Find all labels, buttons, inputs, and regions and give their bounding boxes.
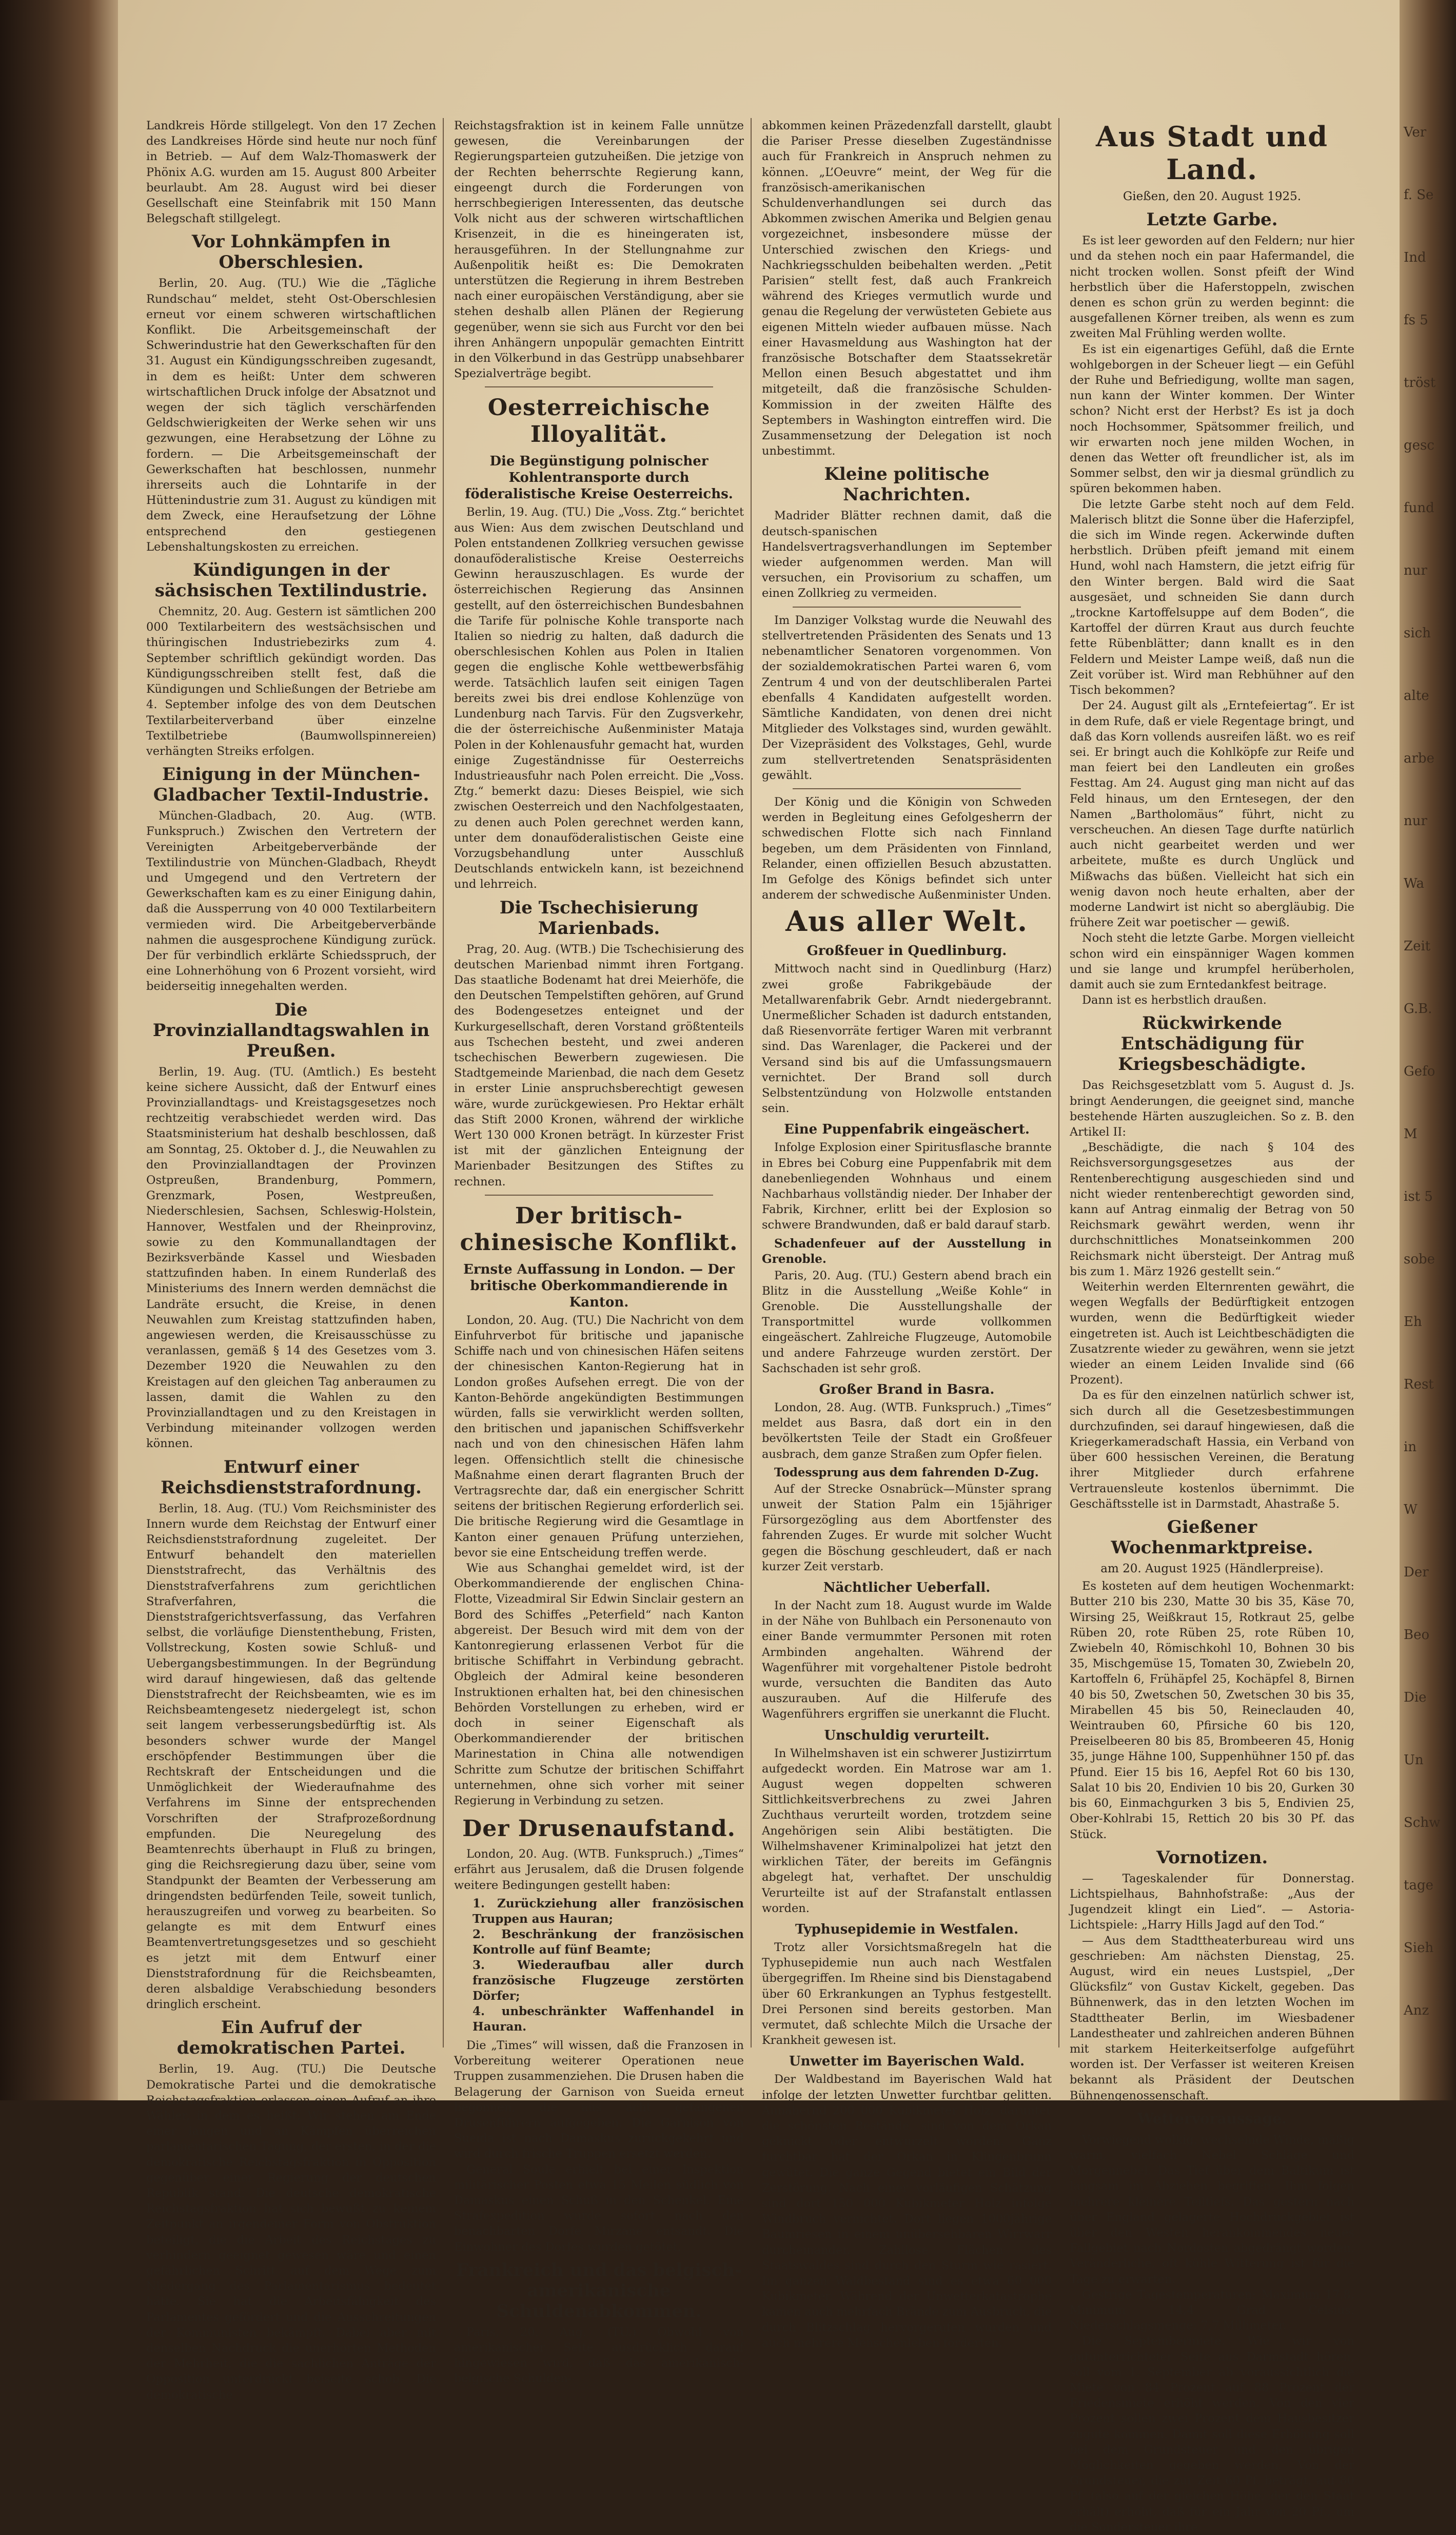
column-4 <box>1070 118 1354 2534</box>
headline-drusenaufstand: Der Drusenaufstand. <box>462 1816 736 1842</box>
subheadline-ueberfall: Nächtlicher Ueberfall. <box>823 1580 991 1596</box>
article-text: Berlin, 19. Aug. (TU.) Die „Voss. Ztg.“ berichtet aus Wien: Aus dem zwischen Deutschland und Polen entstandenen Zollkrieg versuchen gewisse donauföderalistische Kreise Oesterreichs Gewinn herauszuschlagen. Es wurde der österreichischen Regierung das Ansinnen gestellt, auf den österreichischen Bundesbahnen die Tarife für polnische Kohle transporte nach Italien so niedrig zu halten, daß dadurch die oberschlesischen Kohlen aus Polen in Italien gegen die englische Kohle wettbewerbsfähig werde. Tatsächlich laufen seit einigen Tagen bereits zwei bis drei endlose Kohlenzüge von Lundenburg nach Tarvis. Für den Zugsverkehr, die der österreichische Außenminister Mataja Polen in der Kohlenausfuhr gemacht hat, wurden einige Zugeständnisse für Oesterreichs Industrieausfuhr nach Polen erreicht. Die „Voss. Ztg.“ bemerkt dazu: Dieses Beispiel, wie sich zwischen Oesterreich und den Nachfolgestaaten, zu denen auch Polen gerechnet werden kann, unter dem donauföderalistischen Geiste eine Vorzugsbehandlung unter Ausschluß Deutschlands entwickeln kann, ist bezeichnend und lehrreich. <box>454 505 744 891</box>
headline-entschaedigung: Rückwirkende Entschädigung für Kriegsbeschädigte. <box>1118 1013 1306 1075</box>
list-item: 4. unbeschränkter Waffenhandel in Hauran. <box>473 2004 744 2034</box>
subheadline-typhus: Typhusepidemie in Westfalen. <box>795 1921 1019 1937</box>
headline-provinziallandtagswahlen: Die Provinziallandtagswahlen in Preußen. <box>152 999 430 1061</box>
article-text: Noch steht die letzte Garbe. Morgen vielleicht schon wird ein einspänniger Wagen kommen und sie lange und krumpfel herüberholen, damit auch sie zum Erntedankfest beitrage. <box>1070 931 1354 991</box>
headline-oesterreich: Oesterreichische Illoyalität. <box>487 395 711 448</box>
edge-fragment: Wa <box>1404 876 1424 891</box>
edge-fragment: nur <box>1404 813 1427 829</box>
headline-kleine-nachrichten: Kleine politische Nachrichten. <box>824 464 990 505</box>
edge-fragment: tröst <box>1404 375 1436 391</box>
edge-fragment: in <box>1404 1439 1417 1455</box>
edge-fragment: Gefo <box>1404 1064 1435 1079</box>
edge-fragment: G.B. <box>1404 1001 1432 1017</box>
subheadline-todessprung: Todessprung aus dem fahrenden D-Zug. <box>774 1465 1039 1479</box>
article-text: München-Gladbach, 20. Aug. (WTB. Funkspruch.) Zwischen den Vertretern der Vereinigten Arbeitgeberverbände der Textilindustrie von München-Gladbach, Rheydt und Umgegend und den Vertretern der Gewerkschaften kam es zu einer Einigung dahin, daß die Aussperrung von 40 000 Textilarbeitern vermieden wird. Die Arbeitgeberverbände nahmen die ausgesprochene Kündigung zurück. Der für verbindlich erklärte Schiedsspruch, der eine Lohnerhöhung von 6 Prozent vorsieht, wird beiderseitig innegehalten werden. <box>146 809 436 993</box>
edge-fragment: f. Se <box>1404 187 1434 203</box>
separator <box>793 788 1021 789</box>
subheadline-unwetter: Unwetter im Bayerischen Wald. <box>789 2054 1025 2070</box>
headline-wochenmarktpreise: Gießener Wochenmarktpreise. <box>1111 1517 1313 1558</box>
article-text: Berlin, 19. Aug. (TU. (Amtlich.) Es besteht keine sichere Aussicht, daß der Entwurf eines Provinziallandtags- und Kreistagsgesetzes noch rechtzeitig verabschiedet werden wird. Das Staatsministerium hat deshalb beschlossen, daß am Sonntag, 25. Oktober d. J., die Neuwahlen zu den Provinziallandtagen der Provinzen Ostpreußen, Brandenburg, Pommern, Grenzmark, Posen, Westpreußen, Niederschlesien, Sachsen, Schleswig-Holstein, Hannover, Westfalen und der Rheinprovinz, sowie zu den Kommunallandtagen der Bezirksverbände Kassel und Wiesbaden stattzufinden haben. In einem Runderlaß des Ministeriums des Innern werden demnächst die Landräte ersucht, die Kreise, in denen Neuwahlen zum Kreistag stattzufinden haben, angewiesen werden, die Kreisausschüsse zu veranlassen, gemäß § 14 des Gesetzes vom 3. Dezember 1920 die Neuwahlen zu den Kreistagen auf den gleichen Tag anberaumen zu lassen, damit die Wahlen zu den Provinziallandtagen und zu den Kreistagen in Verbindung miteinander vollzogen werden können. <box>146 1065 436 1451</box>
article-text: Weiterhin werden Elternrenten gewährt, die wegen Wegfalls der Bedürftigkeit entzogen wurden, wenn die Bedürftigkeit wieder eingetreten ist. Auch ist Leichtbeschädigten die Zusatzrente wieder zu gewähren, wenn sie jetzt wieder an einem Leiden Invalide sind (66 Prozent). <box>1070 1280 1354 1387</box>
edge-fragment: Un <box>1404 1752 1424 1768</box>
article-text: Es ist ein eigenartiges Gefühl, daß die Ernte wohlgeborgen in der Scheuer liegt — ein Gefühl der Ruhe und Befriedigung, wollte man sagen, nun kann der Winter kommen. Der Winter schon? Nicht erst der Herbst? Es ist ja doch noch Hochsommer, Spätsommer freilich, und wir erwarten noch jene milden Wochen, in denen das Wetter oft freundlicher ist, als im Sommer selbst, den wir ja diesmal gründlich zu spüren bekommen haben. <box>1070 342 1354 496</box>
article-text: Reichstagsfraktion ist in keinem Falle unnütze gewesen, die Vereinbarungen der Regierungsparteien gutzuheißen. Die jetzige von der Rechten beherrschte Regierung kann, eingeengt durch die Forderungen von herrschbegierigen Interessenten, das deutsche Volk nicht aus der schweren wirtschaftlichen Krisenzeit, in die es hineingeraten ist, herausgeführen. In der Stellungnahme zur Außenpolitik heißt es: Die Demokraten unterstützen die Regierung in ihrem Bestreben nach einer europäischen Verständigung, aber sie stehen deshalb allen Plänen der Regierung gegenüber, wenn sie sich aus Furcht vor den bei ihren Anhängern unpopulär gemachten Eintritt in den Völkerbund in das Gestrüpp unabsehbarer Spezialverträge begibt. <box>454 119 744 381</box>
column-2 <box>454 118 744 2386</box>
column-rule <box>751 118 752 2048</box>
separator <box>793 607 1021 608</box>
dateline: Gießen, den 20. August 1925. <box>1123 190 1302 203</box>
article-text: „Beschädigte, die nach § 104 des Reichsversorgungsgesetzes aus der Rentenberechtigung ausgeschieden sind und nicht wieder rentenberechtigt geworden sind, kann auf Antrag einmalig der Betrag von 50 Reichsmark gewährt werden, wenn ihr durchschnittliches Monatseinkommen 200 Reichsmark nicht übersteigt. Der Antrag muß bis zum 1. März 1926 gestellt sein.“ <box>1070 1141 1354 1278</box>
edge-fragment: M <box>1404 1126 1418 1142</box>
column-3 <box>762 118 1052 2350</box>
conditions-list <box>473 1896 744 2035</box>
article-text: Madrider Blätter rechnen damit, daß die deutsch-spanischen Handelsvertragsverhandlungen im September wieder aufgenommen werden. Man will versuchen, ein Provisorium zu schaffen, um einen Zollkrieg zu vermeiden. <box>762 509 1052 600</box>
list-item: 3. Wiederaufbau aller durch französische Flugzeuge zerstörten Dörfer; <box>473 1958 744 2003</box>
article-text: Da es für den einzelnen natürlich schwer ist, sich durch all die Gesetzesbestimmungen durchzufinden, sei darauf hingewiesen, daß die Kriegerkameradschaft Hassia, ein Verband von über 600 hessischen Vereinen, die Beratung ihrer Mitglieder durch erfahrene Vertrauensleute kostenlos übernimmt. Die Geschäftsstelle ist in Darmstadt, Ahastraße 5. <box>1070 1389 1354 1511</box>
article-text: Mittwoch nacht sind in Quedlinburg (Harz) zwei große Fabrikgebäude der Metallwarenfabrik Gebr. Arndt niedergebrannt. Unermeßlicher Schaden ist dadurch entstanden, daß Riesenvorräte fertiger Waren mit verbrannt sind. Das Warenlager, die Packerei und der Versand sind bis auf die Umfassungsmauern vernichtet. Der Brand soll durch Selbstentzündung von Holzwolle entstanden sein. <box>762 962 1052 1116</box>
edge-fragment: ist 5 <box>1404 1189 1433 1204</box>
article-text: Der 24. August gilt als „Erntefeiertag“. Er ist in dem Rufe, daß er viele Regentage bringt, und daß das Korn vollends ausreifen läßt. wo es reif sei. Er bringt auch die Kohlköpfe zur Reife und man feiert bei den Landleuten ein großes Festtag. Am 24. August ging man nicht auf das Feld hinaus, um den Erntesegen, der den Namen „Bartholomäus“ führt, nicht zu verscheuchen. An diesen Tage durfte natürlich auch nicht gearbeitet werden und wer arbeitete, mußte es durch Unglück und Mißwachs das büßen. Vielleicht hat sich ein wenig davon noch heute erhalten, aber der moderne Landwirt ist nicht so abergläubig. Die frühere Zeit war poetischer — gewiß. <box>1070 699 1354 930</box>
headline-kuendigungen: Kündigungen in der sächsischen Textilindustrie. <box>154 560 428 601</box>
list-item: 2. Beschränkung der französischen Kontrolle auf fünf Beamte; <box>473 1927 744 1957</box>
edge-fragment: Der <box>1404 1565 1429 1580</box>
dateline: am 20. August 1925 (Händlerpreise). <box>1100 1562 1324 1576</box>
article-text: Dann ist es herbstlich draußen. <box>1082 993 1267 1007</box>
headline-vornotizen: Vornotizen. <box>1156 1847 1268 1868</box>
edge-fragment: alte <box>1404 688 1429 704</box>
article-text: Prag, 20. Aug. (WTB.) Die Tschechisierung des deutschen Marienbad nimmt ihren Fortgang. Das staatliche Bodenamt hat drei Meierhöfe, die den Deutschen Tempelstiften gehören, auf Grund des Bodengesetzes enteignet und der Kurkurgesellschaft, deren Vorstand größtenteils aus Tschechen besteht, und zwei anderen tschechischen Bewerbern zugewiesen. Die Stadtgemeinde Marienbad, die nach dem Gesetz in erster Linie anspruchsberechtigt gewesen wäre, wurde zurückgewiesen. Pro Hektar erhält das Stift 2000 Kronen, während der wirkliche Wert 130 000 Kronen beträgt. In kürzester Frist ist mit der gänzlichen Enteignung der Marienbader Besitzungen des Stiftes zu rechnen. <box>454 942 744 1188</box>
article-text: Es kosteten auf dem heutigen Wochenmarkt: Butter 210 bis 230, Matte 30 bis 35, Käse 70, Wirsing 25, Weißkraut 15, Rotkraut 25, gelbe Rüben 20, rote Rüben 25, rote Rüben 10, Zwiebeln 40, Römischkohl 10, Bohnen 30 bis 35, Mischgemüse 15, Tomaten 30, Zwiebeln 20, Kartoffeln 6, Frühäpfel 25, Kochäpfel 8, Birnen 40 bis 50, Zwetschen 50, Zwetschen 30 bis 35, Mirabellen 45 bis 50, Reineclauden 40, Weintrauben 60, Pfirsiche 60 bis 120, Preiselbeeren 80 bis 85, Brombeeren 45, Honig 35, junge Hähne 100, Suppenhühner 150 pf. das Pfund. Eier 15 bis 16, Aepfel Rot 60 bis 130, Salat 10 bis 20, Endivien 10 bis 20, Gurken 30 bis 60, Einmachgurken 3 bis 5, Endivien 25, Ober-Kohlrabi 15, Rettich 20 bis 30 Pf. das Stück. <box>1070 1580 1354 1841</box>
column-rule <box>443 118 444 2048</box>
edge-fragment: W <box>1404 1502 1418 1517</box>
edge-fragment: Die <box>1404 1690 1427 1705</box>
subheadline-grenoble: Schadenfeuer auf der Ausstellung in Grenoble. <box>762 1236 1052 1266</box>
edge-fragment: Zeit <box>1404 939 1431 954</box>
headline-letzte-garbe: Letzte Garbe. <box>1146 209 1278 230</box>
column-rule <box>1058 118 1059 2048</box>
article-text: Wie aus Schanghai gemeldet wird, ist der Oberkommandierende der englischen China-Flotte, Vizeadmiral Sir Edwin Sinclair gestern an Bord des Schiffes „Peterfield“ nach Kanton abgereist. Der Besuch wird mit dem von der Kantonregierung erlassenen Verbot für die britische Schiffahrt in Verbindung gebracht. Obgleich der Admiral keine besonderen Instruktionen erhalten hat, bei den chinesischen Behörden Vorstellungen zu erheben, wird er doch in seiner Eigenschaft als Oberkommandierender der britischen Marinestation in China alle notwendigen Schritte zum Schutze der britischen Schiffahrt unternehmen, ohne sich vorher mit seiner Regierung in Verbindung zu setzen. <box>454 1562 744 1808</box>
edge-fragment: tage <box>1404 1878 1433 1893</box>
article-text: — Aus dem Stadttheaterbureau wird uns geschrieben: Am nächsten Dienstag, 25. August, wird ein neues Lustspiel, „Der Glücksfilz“ von Gustav Kickelt, gegeben. Das Bühnenwerk, das in den letzten Wochen im Stadttheater Berlin, im Wiesbadener Landestheater und zahlreichen anderen Bühnen mit starkem Heiterkeitserfolge aufgeführt worden ist. Der Verfasser ist weiteren Kreisen bekannt als Präsident der Deutschen Bühnengenossenschaft. <box>1070 1934 1354 2102</box>
newspaper-page <box>118 0 1401 2534</box>
headline-reichsdienststrafordnung: Entwurf einer Reichsdienststrafordnung. <box>161 1456 422 1498</box>
article-text: Vorwiegend wolkig, wechselnde Winde, mäßig warm, vielfach Nebel Schläge und Morgennebel. Das Tief über dem Baltikum ist langsam im Abziehen begriffen. Ihm folgen mehrere kleinere Teiltiefs. Das gestern nach über England gelagerte Hochdruckgebiet ist über den Westen herankommendes neues Fallgebiet nach Nordosten abgedrängt worden. Veränderliche, oft kühle Witterung ist für die Tage zu erwarten. <box>1070 2133 1354 2286</box>
edge-fragment: sobe <box>1404 1252 1435 1267</box>
edge-fragment: arbe <box>1404 751 1434 766</box>
edge-fragment: Ind <box>1404 250 1426 265</box>
separator <box>485 1195 713 1196</box>
article-text: Berlin, 20. Aug. (TU.) Wie die „Tägliche Rundschau“ meldet, steht Ost-Oberschlesien erneut vor einem schweren wirtschaftlichen Konflikt. Die Arbeitsgemeinschaft der Schwerindustrie hat den Gewerkschaften für den 31. August ein Kündigungsschreiben zugesandt, in dem es heißt: Unter dem schweren wirtschaftlichen Druck infolge der Absatznot und wegen der sich täglich verschärfenden Geldschwierigkeiten der Werke sehen wir uns gezwungen, eine Herabsetzung der Löhne zu fordern. — Die Arbeitsgemeinschaft der Gewerkschaften hat beschlossen, nunmehr ihrerseits auch die Lohntarife in der Hüttenindustrie zum 31. August zu kündigen mit dem Zweck, eine Heraufsetzung der Löhne entsprechend den gestiegenen Lebenshaltungskosten zu erreichen. <box>146 277 436 554</box>
article-text: Gestrige Tagestemperaturen: Maximum 17,8, Minimum 14,4 Grad Celsius. Niederschlagsmenge: 7,7 Millimeter. <box>1070 2288 1354 2333</box>
book-spine <box>0 0 118 2100</box>
edge-fragment: sich <box>1404 626 1431 641</box>
column-1 <box>146 118 436 2402</box>
article-text: Die letzte Garbe steht noch auf dem Feld. Malerisch blitzt die Sonne über die Haferzipfel, die sich im Winde regen. Ackerwinde duften herbstlich. Drüben pfeift jemand mit einem Hund, wohl nach Hamstern, die jetzt eifrig für den Winter bergen. Bald wird die Saat ausgesäet, und schneiden Sie dann durch „trockne Kartoffelsuppe auf dem Boden“, die Kartoffel der dürren Kraut aus durch feuchte fette Rübenblätter; dann knallt es in den Feldern und Meister Lampe weiß, daß nun die Zeit vorüber ist. Wird man Rebhühner auf den Tisch bekommen? <box>1070 497 1354 697</box>
edge-fragment: gesc <box>1404 438 1434 453</box>
article-text: London, 28. Aug. (WTB. Funkspruch.) „Times“ meldet aus Basra, daß dort ein in den bevölkertsten Teile der Stadt ein Großfeuer ausbrach, dem ganze Straßen zum Opfer fielen. <box>762 1401 1052 1461</box>
headline-marienbad: Die Tschechisierung Marienbads. <box>499 897 699 939</box>
subheadline-unschuldig: Unschuldig verurteilt. <box>824 1727 990 1743</box>
article-text: Landkreis Hörde stillgelegt. Von den 17 Zechen des Landkreises Hörde sind heute nur noch fünf in Betrieb. — Auf dem Walz-Thomaswerk der Phönix A.G. wurden am 15. August 800 Arbeiter beurlaubt. Am 28. August wird bei dieser Gesellschaft eine Steinfabrik mit 150 Mann Belegschaft stillgelegt. <box>146 119 436 226</box>
separator <box>485 386 713 387</box>
adjacent-page-edge <box>1400 0 1456 2100</box>
article-text: — Tageskalender für Donnerstag. Lichtspielhaus, Bahnhofstraße: „Aus der Jugendzeit klingt ein Lied“. — Astoria-Lichtspiele: „Harry Hills Jagd auf den Tod.“ <box>1070 1871 1354 1932</box>
headline-aus-aller-welt: Aus aller Welt. <box>785 905 1028 938</box>
headline-wettervoraussage: Wettervoraussage. <box>1137 2110 1287 2127</box>
subheadline-london: Ernste Auffassung in London. — Der britische Oberkommandierende in Kanton. <box>463 1261 735 1310</box>
edge-fragment: nur <box>1404 563 1427 578</box>
article-text: Berlin, 18. Aug. (TU.) Vom Reichsminister des Innern wurde dem Reichstag der Entwurf einer Reichsdienststrafordnung zugeleitet. Der Entwurf behandelt den materiellen Dienststrafrecht, das Verhältnis des Dienststrafverfahrens zum gerichtlichen Strafverfahren, die Dienststrafgerichtsverfassung, das Verfahren selbst, die vorläufige Dienstenthebung, Fristen, Vollstreckung, Kosten sowie Schluß- und Uebergangsbestimmungen. In der Begründung wird darauf hingewiesen, daß das geltende Dienststrafrecht der Reichsbeamten, wie es im Reichsbeamtengesetz niedergelegt ist, schon seit langem verbesserungsbedürftig ist. Als besonders schwer wurde der Mangel erschöpfender Bestimmungen über die Rechtskraft der Entscheidungen und die Unmöglichkeit der Wiederaufnahme des Verfahrens im Sinne der entsprechenden Vorschriften der Strafprozeßordnung empfunden. Die Neuregelung des Beamtenrechts überhaupt in Fluß zu bringen, ging die Reichsregierung dazu über, seine vom Standpunkt der Beamten der Verbesserung am dringendsten bedürfenden Teile, soweit tunlich, herauszugreifen und vorweg zu bearbeiten. So gelangte es mit dem Entwurf eines Beamtenvertretungsgesetzes und so geschieht es jetzt mit dem Entwurf einer Dienststrafordnung für die Reichsbeamten, deren alsbaldige Verabschiedung besonders dringlich erscheint. <box>146 1502 436 2012</box>
edge-fragment: fund <box>1404 500 1434 516</box>
edge-fragment: Ver <box>1404 125 1427 140</box>
edge-fragment: Anz <box>1404 2003 1429 2018</box>
subheadline-puppenfabrik: Eine Puppenfabrik eingeäschert. <box>784 1122 1030 1138</box>
edge-fragment: Eh <box>1404 1314 1422 1330</box>
subheadline-quedlinburg: Großfeuer in Quedlinburg. <box>806 943 1007 959</box>
edge-fragment: Rest <box>1404 1377 1434 1392</box>
article-text: Berlin, 19. Aug. (TU.) Die Deutsche Demokratische Partei und die demokratische Reichstagsfraktion erlassen einen Aufruf an ihre Wähler, in dem es heißt: Wir stehen am Ende einer langen und an Kämpfen überreichen parlamentarischen Tagung, der ersten, in der die demokratische Reichstagsfraktion in Opposition gegenüber einer Regierung der deutschen Republik stand. Die deutsche demokratische Reichstagsfraktion hat sich bewußt zu keinem Zeitpunkt an irgendeiner Form von Obstruktion beteiligt, die die Arbeit des Reichstages zu verhindern geeignet gewesen wäre und einen gefährlichen Schritt auf dem Wege zum Niedergang des Parlamentarismus bedeutet hätte. Sie hat die Arbeitsfähigkeit des Parlamentes gefördert und die Ausschreitungen der Kommunisten bekämpft. Dabei aber mit denselben Nachdruck die unerhörten Methoden der Mehrheit, die die sachlichen Anträge der Opposition unterdrückt beiseite schob. Die demokratische <box>146 2062 436 2402</box>
edge-fragment: Sieh <box>1404 1940 1434 1956</box>
article-text: London, 20. Aug. (TU.) Die Nachricht von dem Einfuhrverbot für britische und japanische Schiffe nach und von chinesischen Häfen seitens der chinesischen Kanton-Regierung hat in London großes Aufsehen erregt. Die von der Kanton-Behörde angekündigten Bestimmungen würden, falls sie verwirklicht werden sollten, den britischen und japanischen Schiffsverkehr nach und von den chinesischen Häfen lahm legen. Offensichtlich stellt die chinesische Maßnahme einen derart flagranten Bruch der Vertragsrechte dar, daß ein energischer Schritt seitens der britischen Regierung erforderlich sei. Die britische Regierung wird die Gesamtlage in Kanton einer genauen Prüfung unterziehen, bevor sie eine Entscheidung treffen werde. <box>454 1313 744 1559</box>
article-text: In Wilhelmshaven ist ein schwerer Justizirrtum aufgedeckt worden. Ein Matrose war am 1. August wegen doppelten schweren Sittlichkeitsverbrechens zu zwei Jahren Zuchthaus verurteilt worden, trotzdem seine Angehörigen sein Alibi bestätigten. Die Wilhelmshavener Kriminalpolizei hat jetzt den wirklichen Täter, der bereits im Gefängnis abgelegt hat, verhaftet. Der unschuldig Verurteilte ist auf der Strafanstalt entlassen worden. <box>762 1746 1052 1915</box>
headline-lohnkaempfe: Vor Lohnkämpfen in Oberschlesien. <box>191 231 391 273</box>
article-text: Im Danziger Volkstag wurde die Neuwahl des stellvertretenden Präsidenten des Senats und 13 nebenamtlicher Senatoren vorgenommen. Von der sozialdemokratischen Partei waren 6, vom Zentrum 4 und von der deutschliberalen Partei ebenfalls 4 Kandidaten aufgestellt worden. Sämtliche Kandidaten, von denen drei nicht Mitglieder des Volkstages sind, wurden gewählt. Der Vizepräsident des Volkstages, Gehl, wurde zum stellvertretenden Senatspräsidenten gewählt. <box>762 613 1052 782</box>
headline-britisch-chinesisch: Der britisch-chinesische Konflikt. <box>460 1202 738 1256</box>
edge-fragment: Beo <box>1404 1627 1430 1643</box>
article-text: Die Septembermiete. Wie wir von gutunterrichteter Seite aus Darmstadt hören, soll vom 1. September ab voraussichtlich die Miete von 84 Prozent auf 88 Prozent der Friedensmiete erhöht werden. Von den vier Prozent sollen zwei Prozent dem Hausbesitzer zugute kommen. Damit soll diese Erhöhung soll bei dem Grundsteuer und den übrigen Möglichkeiten gegeben werden. Von der Grundsteuer, die zur Zeit 60 Pf. beträgt, auf 80 Pf. (also auf der gleichen Höhe, der den Staat erhält) erhöht, daß für ein Jahr von 20 Pf., um die Sondersteuer ihre <box>1070 2334 1354 2534</box>
article-text: abkommen keinen Präzedenzfall darstellt, glaubt die Pariser Presse dieselben Zugeständnisse auch für Frankreich in Anspruch nehmen zu können. „L’Oeuvre“ meint, der Weg für die französisch-amerikanischen Schuldenverhandlungen sei durch das Abkommen zwischen Amerika und Belgien genau vorgezeichnet, insbesondere müsse der Unterschied zwischen den Kriegs- und Nachkriegsschulden beibehalten werden. „Petit Parisien“ stellt fest, daß auch Frankreich während des Krieges vermutlich wurde und genau die Regelung der verwüsteten Gebiete aus eigenen Mitteln wieder aufbauen müsse. Nach einer Havasmeldung aus Washington hat der französische Botschafter dem Staatssekretär Mellon einen Besuch abgestattet und ihm mitgeteilt, daß die französische Schulden-Kommission in der zweiten Hälfte des Septembers in Washington eintreffen wird. Die Zusammensetzung der Delegation ist noch unbestimmt. <box>762 119 1052 458</box>
edge-fragment: Schw <box>1404 1815 1441 1830</box>
article-text: Die „Times“ will wissen, daß die Franzosen in Vorbereitung weiterer Operationen neue Truppen zusammenziehen. Die Drusen haben die Belagerung der Garnison von Sueida erneut begonnen, die aus acht gefangenen Drusenführern aufgegeben. Die Garnison von Sueida ist nach Damaskus zurückgekehrt und wird durch frische Truppen ersetzt werden. <box>454 2038 744 2161</box>
article-text: Trotz aller Vorsichtsmaßregeln hat die Typhusepidemie nun auch nach Westfalen übergegriffen. Im Rheine sind bis Dienstagabend über 60 Erkrankungen an Typhus festgestellt. Drei Personen sind bereits gestorben. Man vermutet, daß schlechte Milch die Ursache der Krankheit gewesen ist. <box>762 1940 1052 2048</box>
article-text: General Soule erhielt bei einer Inspektion militärischer Posten etwa 15 Meilen südlich von Damaskus einen Schuß in den Schenkel. Eine Strafexpedition wurde sofort nach den benachbarten Dorfe Mirzane entsandt. Die Einwohner des Dorfes wurden getötet. <box>454 2162 744 2254</box>
article-text: Der König und die Königin von Schweden werden in Begleitung eines Gefolgesherrn der schwedischen Flotte sich nach Finnland begeben, um dem Präsidenten von Finnland, Relander, einen offiziellen Besuch abzustatten. Im Gefolge des Königs befindet sich unter anderem der schwedische Außenminister Unden. <box>762 795 1052 902</box>
article-text: Infolge Explosion einer Spiritusflasche brannte in Ebres bei Coburg eine Puppenfabrik mit dem danebenliegenden Wohnhaus und einem Nachbarhaus vollständig nieder. Der Inhaber der Fabrik, Kirchner, erlitt bei der Explosion so schwere Brandwunden, daß er bald darauf starb. <box>762 1141 1052 1232</box>
headline-schuldenabkommen: Frankreich und das belgisch-amerikanische Schuldenabkommen. <box>456 2259 742 2322</box>
article-text: Das Reichsgesetzblatt vom 5. August d. Js. bringt Aenderungen, die geeignet sind, manche bestehende Härten auszugleichen. So z. B. den Artikel II: <box>1070 1079 1354 1139</box>
subheadline-basra: Großer Brand in Basra. <box>819 1382 995 1398</box>
article-text: Paris, 20. Aug. (TU.) Gestern abend brach ein Blitz in die Ausstellung „Weiße Kohle“ in Grenoble. Die Ausstellungshalle der Transportmittel wurde vollkommen eingeäschert. Zahlreiche Flugzeuge, Automobile und andere Fahrzeuge wurden zerstört. Der Sachschaden ist sehr groß. <box>762 1269 1052 1375</box>
article-text: Es ist leer geworden auf den Feldern; nur hier und da stehen noch ein paar Hafermandel, die nicht trocken wollen. Sonst pfeift der Wind herbstlich über die Haferstoppeln, zwischen denen es schon grün zu werden beginnt: die ausgefallenen Körner treiben, als wenn es zum zweiten Mal Frühling werden wollte. <box>1070 234 1354 341</box>
article-text: Der Waldbestand im Bayerischen Wald hat infolge der letzten Unwetter furchtbar gelitten. Annähernd 200 000 Kubikmeter Holz, darunter die schönsten Bestände, sind von dem Orkan geknickt oder entwurzelt worden. Ganz furchtbar hat der Orkan in Klingenbrunn gewütet. Die ganze Gegend bietet ein Bild der Zerstörung. Nach einer vorläufigen Schätzung sind dort 150 000 Kubikmeter Holz infolge Windbruch vernichtet. Dort liegen 1000jährige Baumriesen in einem unübersehbaren Wirrwarr durcheinander. Zahllose Flächen des Staatswaldes sind durch den Sturm wie rasiert. Im ganzen Waldbestand sind es etwa 60 000 Kubikmeter. Während der Unwetterkatastrophe kamen auch mehrfach Brände zum Ausbruch, die durch Blitzschlag hervorgerufen wurden und auch mehrere Menschenleben forderten. <box>762 2073 1052 2350</box>
article-text: Paris, 20. Aug. (TU.) Obwohl von amerikanischer Seite ausdrücklich darauf hingewiesen wird, daß das amerikanisch-belgische Schulden- <box>454 2325 744 2386</box>
subheadline-kohlentransporte: Die Begünstigung polnischer Kohlentransporte durch föderalistische Kreise Oesterreichs. <box>465 454 733 502</box>
article-text: Auf der Strecke Osnabrück—Münster sprang unweit der Station Palm ein 15jähriger Fürsorgezögling aus dem Abortfenster des fahrenden Zuges. Er wurde mit solcher Wucht gegen die Böschung geschleudert, daß er nach kurzer Zeit verstarb. <box>762 1482 1052 1573</box>
article-text: Chemnitz, 20. Aug. Gestern ist sämtlichen 200 000 Textilarbeitern des westsächsischen und thüringischen Industriebezirks zum 4. September schriftlich gekündigt worden. Das Kündigungsschreiben stellt fest, daß die Kündigungen und Schließungen der Betriebe am 4. September infolge des von dem Deutschen Textilarbeiterverband über einzelne Textilbetriebe (Baumwollspinnereien) verhängten Streiks erfolgen. <box>146 605 436 758</box>
headline-aufruf-demokraten: Ein Aufruf der demokratischen Partei. <box>176 2017 406 2059</box>
article-text: In der Nacht zum 18. August wurde im Walde in der Nähe von Buhlbach ein Personenauto von einer Bande vermummter Personen mit roten Armbinden angehalten. Während der Wagenführer mit vorgehaltener Pistole bedroht wurde, versuchten die Banditen das Auto auszurauben. Auf die Hilferufe des Wagenführers ergriffen sie unerkannt die Flucht. <box>762 1599 1052 1721</box>
article-text: London, 20. Aug. (WTB. Funkspruch.) „Times“ erfährt aus Jerusalem, daß die Drusen folgende weitere Bedingungen gestellt haben: <box>454 1847 744 1892</box>
list-item: 1. Zurückziehung aller französischen Truppen aus Hauran; <box>473 1896 744 1926</box>
edge-fragment: fs 5 <box>1404 313 1428 328</box>
section-title-aus-stadt-und-land: Aus Stadt und Land. <box>1095 120 1329 186</box>
headline-einigung: Einigung in der München-Gladbacher Textil-Industrie. <box>153 764 429 806</box>
